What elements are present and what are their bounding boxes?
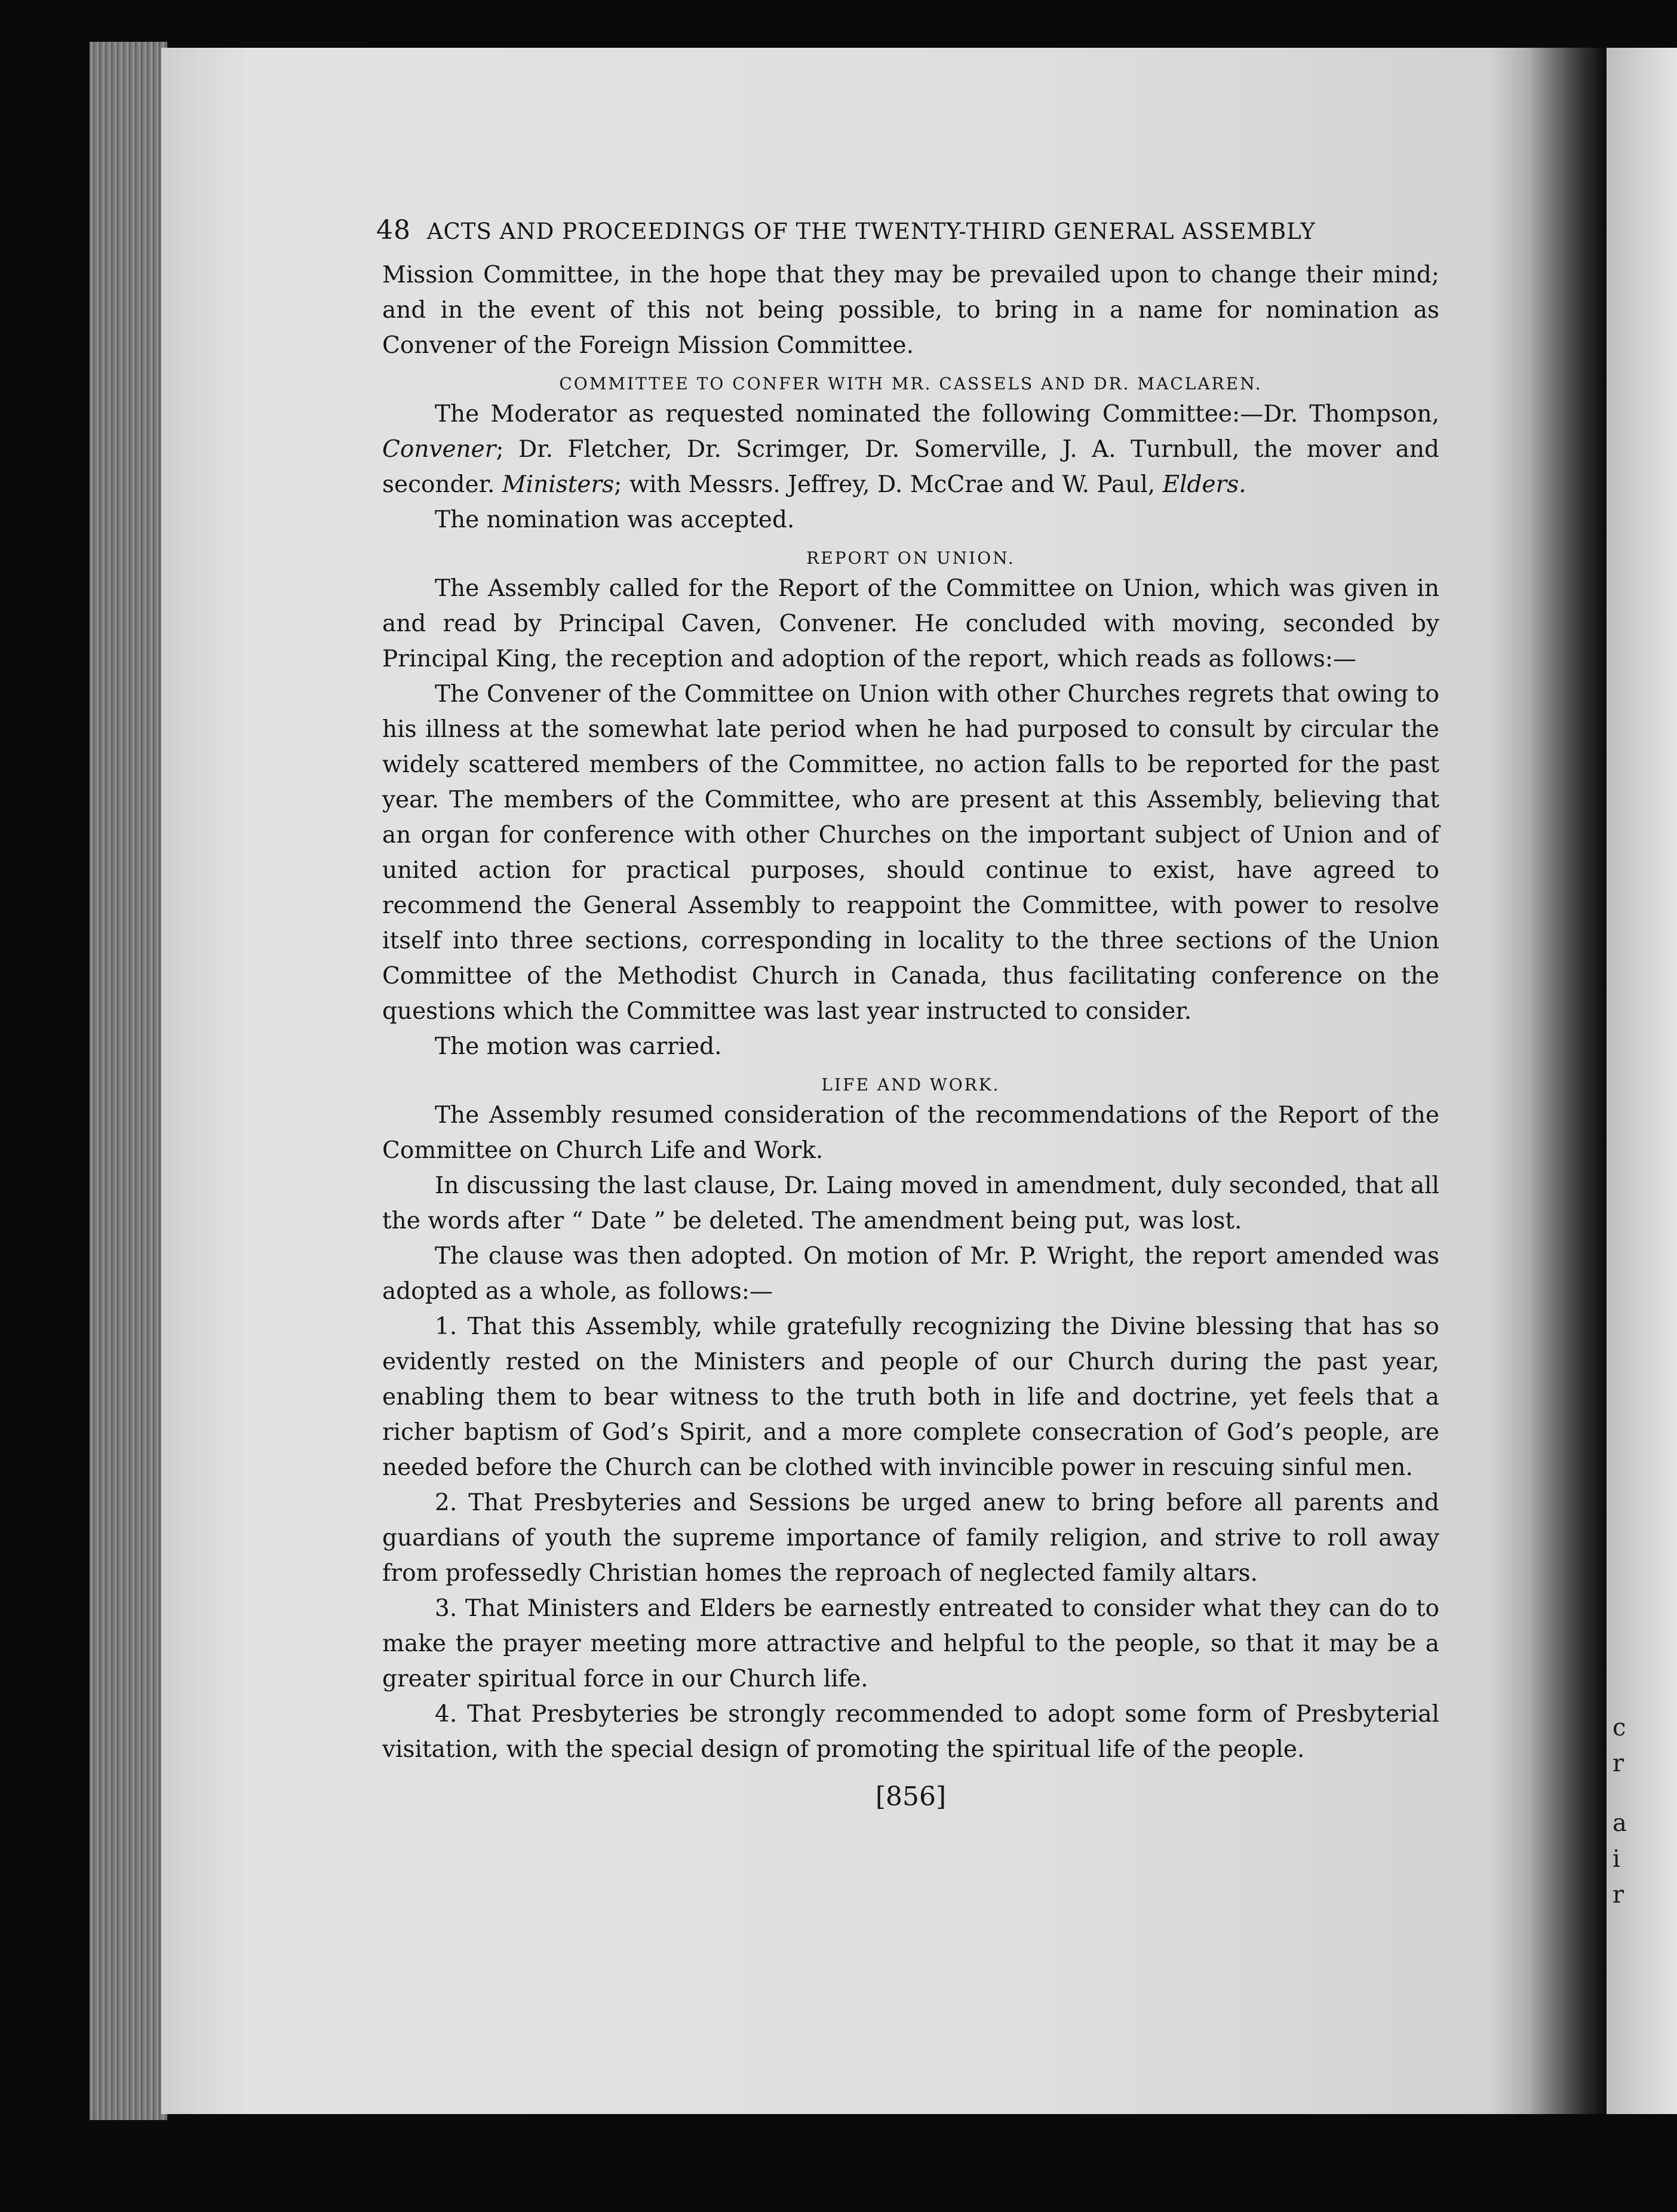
committee-text-b: ; Dr. Fletcher, Dr. Scrimger, Dr. Somerville, J. A. Turnbull, the mover and seconder.: [382, 436, 1439, 498]
continuation-paragraph: Mission Committee, in the hope that they may be prevailed upon to change their mind; and in the event of this not being possible, to bring in a name for nomination as Convener of the Foreign Mission Committee.: [382, 262, 1439, 359]
resumed-paragraph: The Assembly resumed consideration of the recommendations of the Report of the Committee on Church Life and Work.: [382, 1102, 1439, 1164]
union-intro-paragraph: The Assembly called for the Report of the Committee on Union, which was given in and read by Principal Caven, Convener. He concluded with moving, seconded by Principal King, the reception and adoption of the report, which reads as follows:—: [382, 575, 1439, 672]
facing-page-fragment: r: [1612, 1750, 1624, 1777]
section-heading-union: REPORT ON UNION.: [806, 548, 1015, 568]
section-heading-life-work: LIFE AND WORK.: [821, 1075, 1000, 1095]
gutter-shadow: [1529, 48, 1612, 2114]
committee-paragraph: [382, 397, 1439, 502]
nomination-accepted: The nomination was accepted.: [435, 506, 795, 533]
adopted-paragraph: The clause was then adopted. On motion of Mr. P. Wright, the report amended was adopted as a whole, as follows:—: [382, 1243, 1439, 1305]
recommendation-item: 3. That Ministers and Elders be earnestly entreated to consider what they can do to make the prayer meeting more attractive and helpful to the people, so that it may be a greater spiritual force in our Church life.: [382, 1595, 1439, 1692]
motion-carried: The motion was carried.: [435, 1033, 722, 1060]
running-head: [376, 215, 1439, 245]
section-heading-committee: COMMITTEE TO CONFER WITH MR. CASSELS AND DR. MACLAREN.: [559, 374, 1263, 394]
page-text: [376, 215, 1439, 1812]
running-head-title: ACTS AND PROCEEDINGS OF THE TWENTY-THIRD GENERAL ASSEMBLY: [426, 219, 1316, 244]
convener-italic: Convener: [382, 436, 496, 463]
page-number: 48: [376, 215, 411, 245]
ministers-italic: Ministers: [502, 471, 615, 498]
amendment-paragraph: In discussing the last clause, Dr. Laing moved in amendment, duly seconded, that all the words after “ Date ” be deleted. The amendment being put, was lost.: [382, 1172, 1439, 1234]
facing-page-fragment: a: [1612, 1809, 1627, 1837]
elders-italic: Elders.: [1162, 471, 1246, 498]
recommendation-item: 2. That Presbyteries and Sessions be urged anew to bring before all parents and guardians of youth the supreme importance of family religion, and strive to roll away from professedly Christian homes the reproach of neglected family altars.: [382, 1489, 1439, 1587]
page-edges: [90, 42, 167, 2120]
facing-page-fragment: i: [1612, 1845, 1620, 1873]
recommendation-item: 1. That this Assembly, while gratefully recognizing the Divine blessing that has so evidently rested on the Ministers and people of our Church during the past year, enabling them to bear witness to the truth both in life and doctrine, yet feels that a richer baptism of God’s Spirit, and a more complete consecration of God’s people, are needed before the Church can be clothed with invincible power in rescuing sinful men.: [382, 1313, 1439, 1481]
folio-number: [856]: [875, 1781, 947, 1812]
facing-page-strip: [1607, 48, 1677, 2114]
recommendation-item: 4. That Presbyteries be strongly recommended to adopt some form of Presbyterial visitation, with the special design of promoting the spiritual life of the people.: [382, 1701, 1439, 1763]
committee-text-c: ; with Messrs. Jeffrey, D. McCrae and W. Paul,: [614, 471, 1163, 498]
facing-page-fragment: c: [1612, 1714, 1626, 1741]
committee-text-a: The Moderator as requested nominated the following Committee:—Dr. Thompson,: [435, 401, 1439, 428]
union-report-paragraph: The Convener of the Committee on Union with other Churches regrets that owing to his illness at the somewhat late period when he had purposed to consult by circular the widely scattered members of the Committee, no action falls to be reported for the past year. The members of the Committee, who are present at this Assembly, believing that an organ for conference with other Churches on the important subject of Union and of united action for practical purposes, should continue to exist, have agreed to recommend the General Assembly to reappoint the Committee, with power to resolve itself into three sections, corresponding in locality to the three sections of the Union Committee of the Methodist Church in Canada, thus facilitating conference on the questions which the Committee was last year instructed to consider.: [382, 681, 1439, 1025]
facing-page-fragment: r: [1612, 1881, 1624, 1909]
